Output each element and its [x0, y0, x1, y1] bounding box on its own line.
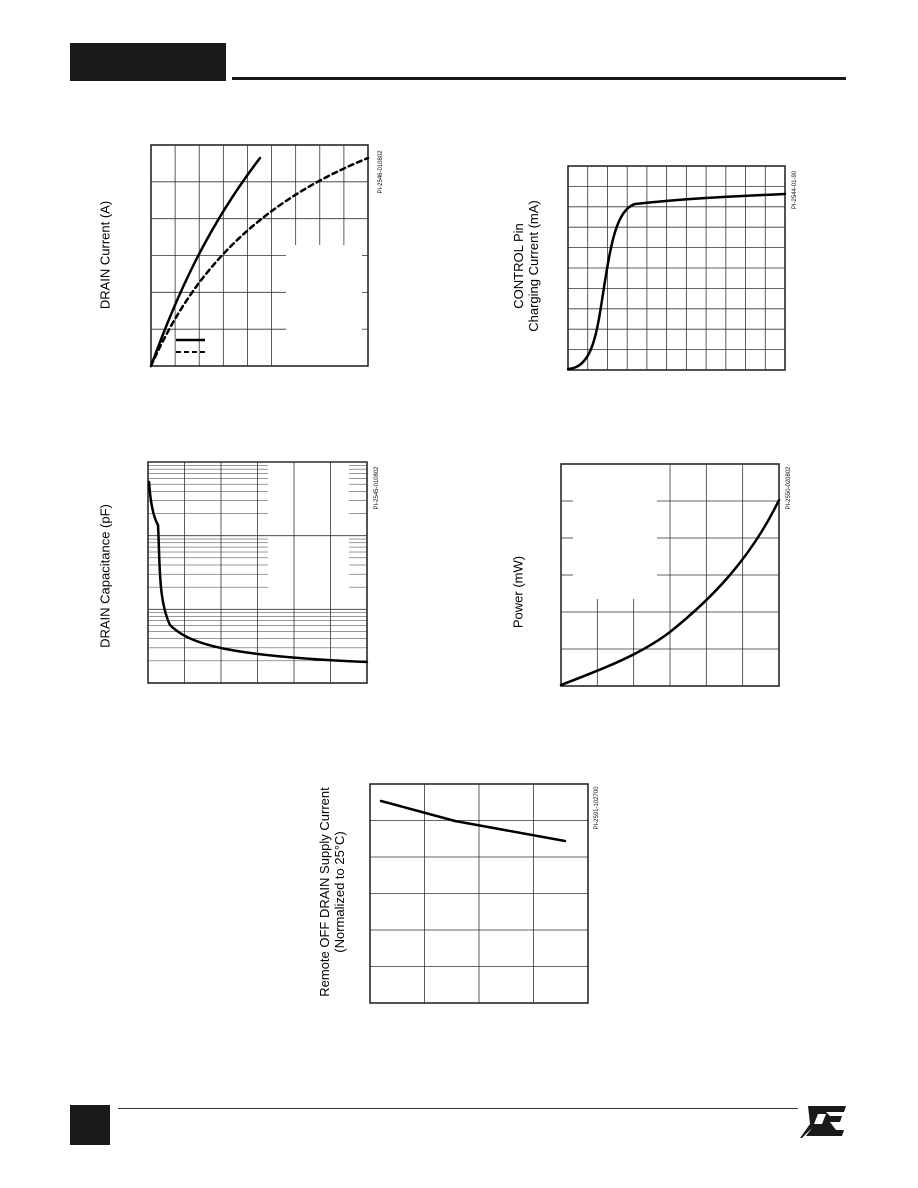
- drain-capacitance-frame: [148, 462, 367, 683]
- remote-off-code: PI-2591-102700: [594, 786, 600, 830]
- remote-off-frame: [370, 784, 588, 1003]
- drain-current-curve-dashed: [151, 158, 368, 366]
- power-ylabel: Power (mW): [510, 555, 526, 629]
- control-pin-frame: [568, 166, 785, 370]
- remote-off-ylabel-line1: Remote OFF DRAIN Supply Current: [317, 787, 332, 997]
- control-pin-code: PI-2544-01-90: [792, 170, 798, 210]
- drain-current-ylabel: DRAIN Current (A): [97, 200, 113, 310]
- remote-off-ylabel: [317, 787, 347, 997]
- footer-page-box: [70, 1105, 110, 1145]
- remote-off-curve: [381, 801, 565, 841]
- company-logo: [800, 1102, 846, 1142]
- control-pin-ylabel-line2: Charging Current (mA): [526, 200, 541, 332]
- header-tab: [70, 43, 226, 81]
- power-frame: [561, 464, 779, 686]
- drain-current-code: PI-2546-010802: [378, 150, 384, 194]
- drain-current-frame: [151, 145, 368, 366]
- footer-rule: [118, 1108, 798, 1109]
- drain-current-curve-solid: [151, 158, 260, 366]
- drain-capacitance-curve: [149, 482, 367, 662]
- remote-off-ylabel-line2: (Normalized to 25°C): [332, 831, 347, 953]
- power-curve: [561, 500, 779, 685]
- drain-capacitance-ylabel: DRAIN Capacitance (pF): [97, 504, 113, 648]
- control-pin-ylabel-line1: CONTROL Pin: [511, 223, 526, 309]
- control-pin-curve: [568, 194, 785, 369]
- drain-capacitance-code: PI-2545-010802: [374, 466, 380, 510]
- header-rule: [232, 77, 846, 80]
- control-pin-ylabel: [511, 200, 541, 332]
- power-code: PI-2550-020802: [786, 466, 792, 510]
